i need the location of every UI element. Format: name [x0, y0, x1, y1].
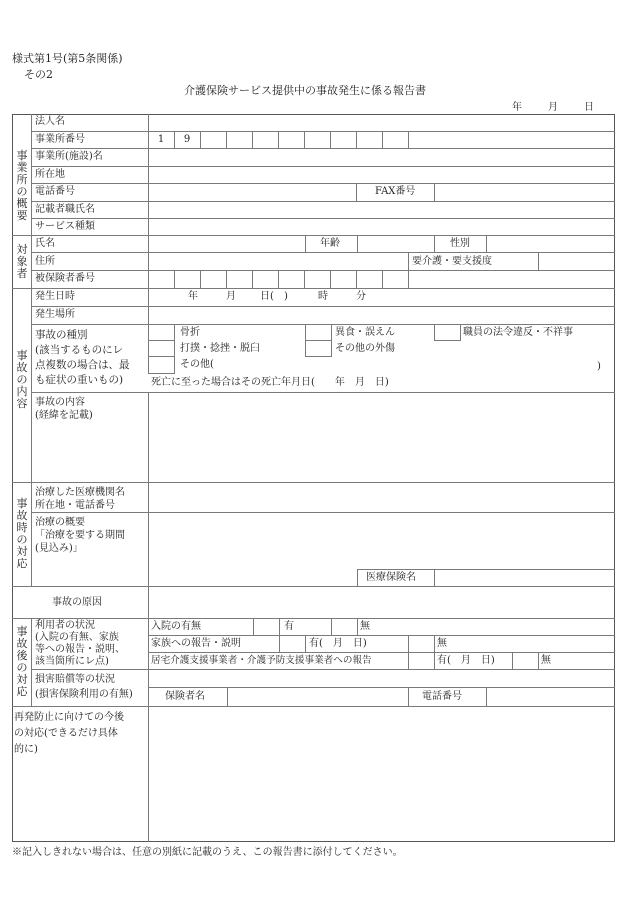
insurer-field[interactable] [228, 688, 407, 706]
treatment-field[interactable] [149, 513, 614, 569]
option-other: その他( [180, 359, 214, 370]
insured-number-digit[interactable] [174, 270, 201, 288]
form-number: 様式第1号(第5条関係) [12, 52, 123, 65]
office-address-field[interactable] [149, 167, 614, 183]
age-label: 年齢 [320, 238, 340, 249]
insurer-phone-field[interactable] [487, 688, 614, 706]
datetime-minute-unit: 分 [356, 291, 366, 302]
office-number-label: 事業所番号 [35, 134, 85, 145]
care-manager-report-label: 居宅介護支援事業者・介護予防支援事業者への報告 [151, 655, 372, 666]
insured-number-digit[interactable] [200, 270, 227, 288]
user-status-label: 利用者の状況 (入院の有無、家族 等への報告・説明、 該当箇所にレ点) [35, 620, 125, 667]
office-number-digit[interactable] [252, 131, 279, 148]
office-number-digit[interactable] [304, 131, 331, 148]
care-level-label: 要介護・要支援度 [412, 256, 492, 267]
hospitalization-no-check[interactable] [332, 619, 357, 635]
gender-field[interactable] [487, 236, 614, 252]
report-date-month[interactable]: 月 [548, 102, 558, 113]
option-bruise: 打撲・捻挫・脱臼 [180, 343, 260, 354]
service-type-label: サービス種類 [35, 221, 95, 232]
datetime-year-unit: 年 [188, 291, 198, 302]
accident-details-label: 事故の内容 (経緯を記載) [35, 397, 93, 421]
death-date-field[interactable] [355, 375, 455, 390]
datetime-field[interactable] [149, 289, 614, 306]
service-type-field[interactable] [149, 219, 614, 235]
office-address-label: 所在地 [35, 169, 65, 180]
subject-address-field[interactable] [149, 253, 408, 270]
checkbox-staff-misconduct[interactable] [434, 324, 461, 341]
office-number-digit[interactable] [226, 131, 253, 148]
care-level-field[interactable] [539, 253, 614, 270]
other-close-paren: ) [597, 361, 601, 372]
medical-insurance-label: 医療保険名 [366, 572, 416, 583]
death-date-text: 死亡に至った場合はその死亡年月日( 年 月 日) [151, 377, 389, 388]
footer-note: ※記入しきれない場合は、任意の別紙に記載のうえ、この報告書に添付してください。 [12, 847, 403, 858]
subject-address-label: 住所 [35, 256, 55, 267]
insured-number-digit[interactable] [252, 270, 279, 288]
checkbox-bruise[interactable] [148, 340, 175, 357]
office-number-digit[interactable]: 9 [174, 131, 201, 148]
office-number-digit[interactable] [278, 131, 305, 148]
insurer-label: 保険者名 [165, 691, 205, 702]
fax-label: FAX番号 [375, 186, 416, 197]
care-manager-yes-check[interactable] [409, 653, 434, 669]
datetime-weekday-close: ) [284, 291, 288, 302]
insured-number-digit[interactable] [356, 270, 383, 288]
insured-number-digit[interactable] [278, 270, 305, 288]
checkbox-fracture[interactable] [148, 324, 175, 341]
medical-insurance-field[interactable] [435, 570, 614, 586]
office-number-digit[interactable] [200, 131, 227, 148]
option-aspiration: 異食・誤えん [335, 327, 395, 338]
fax-field[interactable] [435, 184, 614, 201]
reporter-label: 記載者職氏名 [35, 204, 95, 215]
hospitalization-no: 無 [360, 621, 370, 632]
section-label-subject: 対象者 [16, 243, 28, 280]
subject-name-label: 氏名 [35, 238, 55, 249]
hospital-field[interactable] [149, 483, 614, 512]
accident-details-field[interactable] [150, 394, 616, 484]
cause-label: 事故の原因 [52, 597, 102, 608]
datetime-hour-unit: 時 [318, 291, 328, 302]
prevention-label: 再発防止に向けての今後 の対応(できるだけ具体 的に) [14, 712, 124, 755]
office-number-digit[interactable]: 1 [148, 131, 175, 148]
corporation-name-field[interactable] [149, 115, 614, 131]
damages-field[interactable] [149, 670, 614, 687]
hospitalization-label: 入院の有無 [151, 621, 201, 632]
section-label-accident: 事故の内容 [16, 349, 28, 410]
hospitalization-yes-check[interactable] [254, 619, 279, 635]
office-phone-label: 電話番号 [35, 186, 75, 197]
family-report-yes-check[interactable] [280, 636, 305, 652]
subject-name-field[interactable] [149, 236, 304, 252]
prevention-field[interactable] [150, 708, 616, 844]
section-label-office: 事業所の概要 [16, 149, 28, 222]
care-manager-no: 無 [541, 655, 551, 666]
report-date-year[interactable]: 年 [512, 102, 522, 113]
hospitalization-yes: 有 [284, 621, 294, 632]
insured-number-digit[interactable] [304, 270, 331, 288]
place-field[interactable] [149, 307, 614, 324]
insured-number-label: 被保険者番号 [35, 273, 95, 284]
treatment-label: 治療の概要 「治療を要する期間 (見込み)」 [35, 517, 125, 554]
checkbox-aspiration[interactable] [305, 324, 332, 341]
insurer-phone-label: 電話番号 [422, 691, 462, 702]
office-number-digit[interactable] [382, 131, 409, 148]
insured-number-digit[interactable] [148, 270, 175, 288]
damages-label: 損害賠償等の状況 (損害保険利用の有無) [35, 674, 133, 700]
page-title: 介護保険サービス提供中の事故発生に係る報告書 [184, 84, 426, 97]
report-date-day[interactable]: 日 [584, 102, 594, 113]
option-other-injury: その他の外傷 [335, 343, 395, 354]
facility-name-label: 事業所(施設)名 [35, 151, 103, 162]
corporation-name-label: 法人名 [35, 116, 65, 127]
office-phone-field[interactable] [149, 184, 355, 201]
family-report-yes-date: 有( 月 日) [309, 638, 367, 649]
datetime-day-unit: 日( [260, 291, 274, 302]
age-field[interactable] [358, 236, 434, 252]
insured-number-digit[interactable] [382, 270, 409, 288]
other-detail-field[interactable] [222, 357, 592, 373]
office-number-digit[interactable] [330, 131, 357, 148]
family-report-no: 無 [437, 638, 447, 649]
datetime-label: 発生日時 [35, 291, 75, 302]
divider [31, 114, 32, 235]
reporter-field[interactable] [149, 202, 614, 218]
gender-label: 性別 [450, 238, 470, 249]
section-label-after: 事故後の対応 [16, 625, 28, 698]
insured-number-digit[interactable] [226, 270, 253, 288]
family-report-no-check[interactable] [409, 636, 434, 652]
family-report-label: 家族への報告・説明 [151, 638, 241, 649]
section-label-response: 事故時の対応 [16, 497, 28, 570]
place-label: 発生場所 [35, 309, 75, 320]
datetime-month-unit: 月 [226, 291, 236, 302]
facility-name-field[interactable] [149, 149, 614, 166]
insured-number-digit[interactable] [330, 270, 357, 288]
checkbox-other-injury[interactable] [305, 340, 332, 357]
cause-field[interactable] [149, 587, 614, 618]
option-fracture: 骨折 [180, 327, 200, 338]
office-number-digit[interactable] [356, 131, 383, 148]
option-staff-misconduct: 職員の法令違反・不祥事 [463, 327, 573, 338]
care-manager-no-check[interactable] [513, 653, 538, 669]
checkbox-other[interactable] [148, 356, 175, 374]
hospital-label: 治療した医療機関名 所在地・電話番号 [35, 487, 125, 511]
form-sub-number: その2 [24, 68, 53, 81]
accident-type-label: 事故の種別 (該当するものにレ 点複数の場合は、最 も症状の重いもの) [35, 329, 130, 386]
care-manager-yes-date: 有( 月 日) [437, 655, 495, 666]
